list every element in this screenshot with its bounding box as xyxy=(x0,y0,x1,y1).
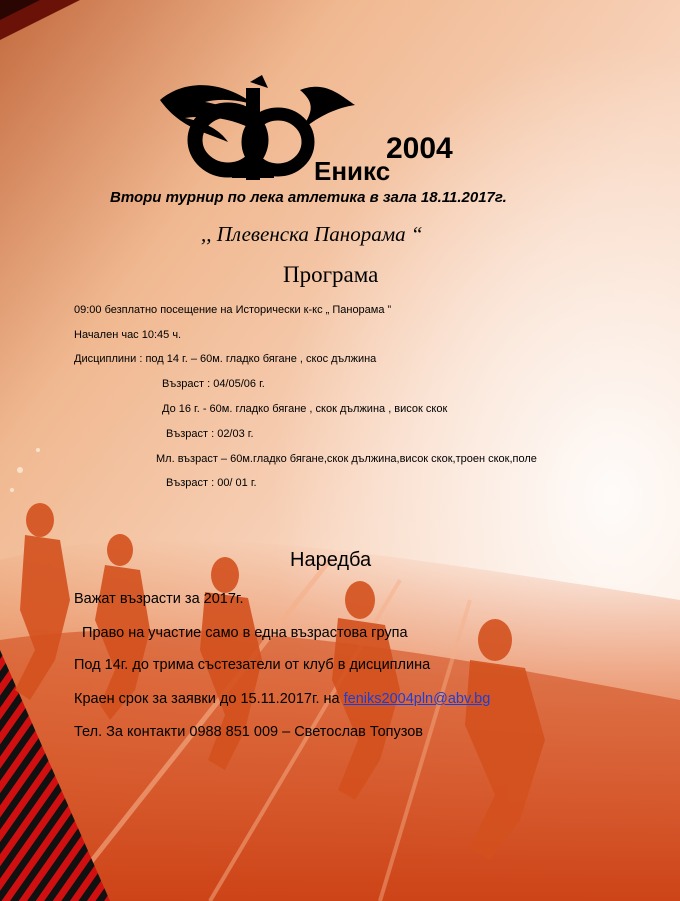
rule-line: Краен срок за заявки до 15.11.2017г. на xyxy=(74,691,344,707)
rule-line: Важат възрасти за 2017г. xyxy=(74,591,244,607)
program-line: 09:00 безплатно посещение на Исторически к-кс „ Панорама ” xyxy=(74,304,392,316)
rule-line: Тел. За контакти 0988 851 009 – Светослав Топузов xyxy=(74,724,423,740)
program-line: До 16 г. - 60м. гладко бягане , скок дължина , висок скок xyxy=(162,403,448,415)
program-line: Мл. възраст – 60м.гладко бягане,скок дължина,висок скок,троен скок,поле xyxy=(156,453,537,465)
event-title: Втори турнир по лека атлетика в зала 18.11.2017г. xyxy=(110,189,507,206)
logo-year: 2004 xyxy=(386,132,453,165)
program-line: Дисциплини : под 14 г. – 60м. гладко бягане , скос дължина xyxy=(74,353,377,365)
program-line: Начален час 10:45 ч. xyxy=(74,329,182,341)
logo-name: Еникс xyxy=(314,156,391,185)
program-line: Възраст : 00/ 01 г. xyxy=(166,477,257,489)
rule-line-deadline xyxy=(74,691,490,707)
event-name: ,, Плевенска Панорама “ xyxy=(201,222,423,246)
rule-line: Под 14г. до трима състезатели от клуб в дисциплина xyxy=(74,657,431,673)
program-line: Възраст : 02/03 г. xyxy=(166,428,254,440)
feniks-logo xyxy=(150,70,500,185)
contact-email-link[interactable]: feniks2004pln@abv.bg xyxy=(343,691,491,707)
rules-heading: Наредба xyxy=(290,549,372,571)
program-heading: Програма xyxy=(283,262,379,287)
rule-line: Право на участие само в една възрастова група xyxy=(78,625,408,641)
program-line: Възраст : 04/05/06 г. xyxy=(162,378,265,390)
